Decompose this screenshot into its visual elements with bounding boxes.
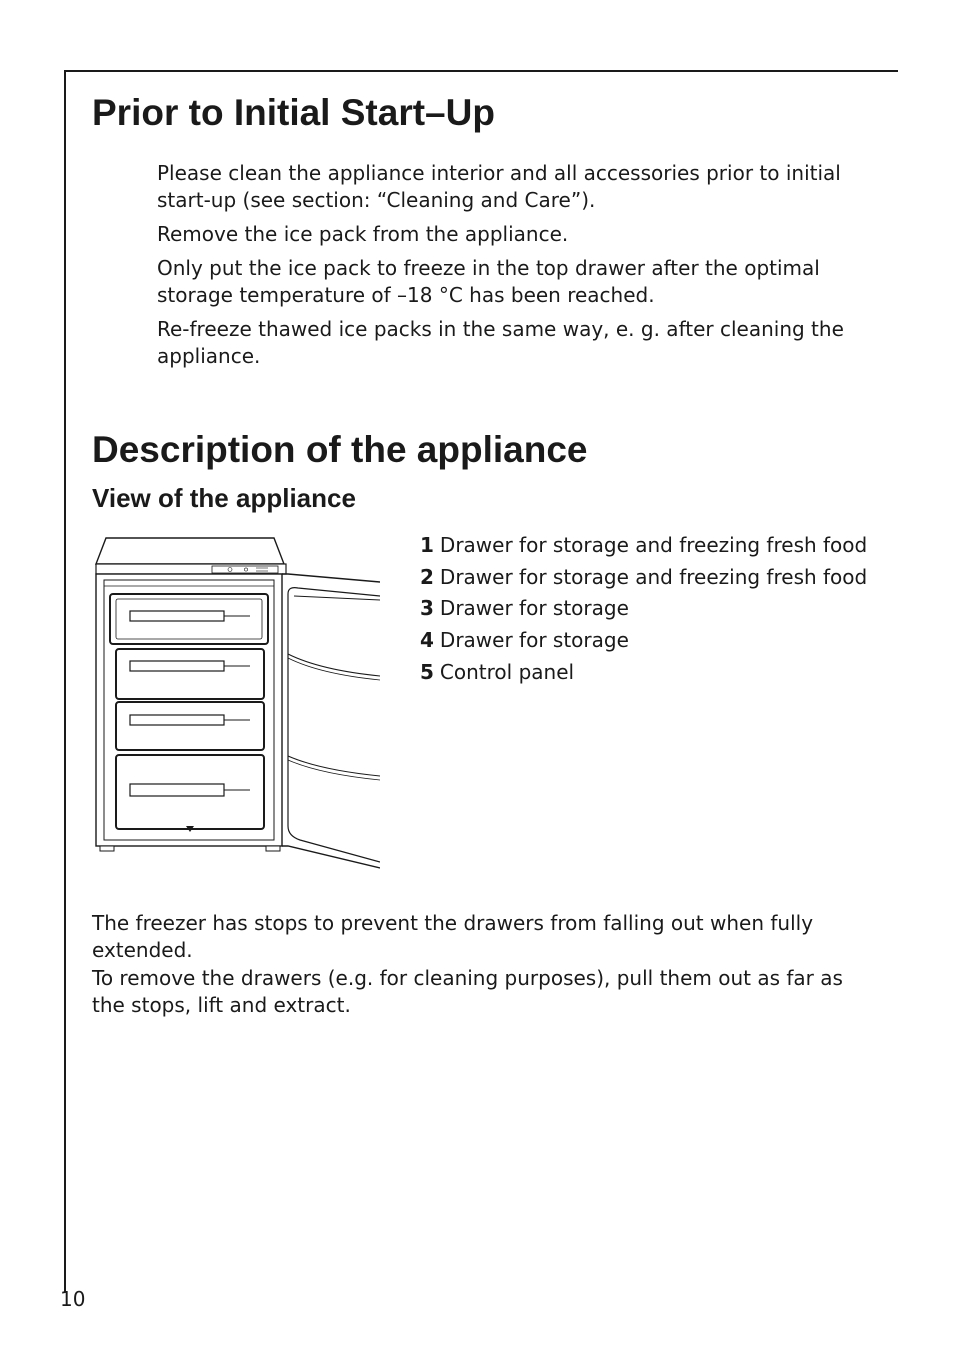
legend-text: Control panel: [439, 659, 575, 684]
section-title-startup: Prior to Initial Start–Up: [92, 92, 495, 133]
legend-item: [420, 562, 890, 594]
section-title-description: Description of the appliance: [92, 429, 588, 470]
subsection-title-view: View of the appliance: [92, 483, 356, 513]
startup-paragraph-3: Only put the ice pack to freeze in the top drawer after the optimal storage temperature of –18 °C has been reached.: [157, 256, 820, 307]
left-rule: [64, 70, 66, 1292]
legend-number: 1: [420, 533, 434, 557]
legend-number: 2: [420, 564, 434, 589]
legend-text: Drawer for storage and freezing fresh food: [439, 564, 868, 589]
legend-number: 5: [420, 659, 434, 684]
startup-paragraph-1: Please clean the appliance interior and all accessories prior to initial start-up (see section: “Cleaning and Care”).: [157, 161, 841, 212]
drawer-stops-note: The freezer has stops to prevent the drawers from falling out when fully extended.: [92, 911, 814, 962]
appliance-legend: [420, 530, 890, 688]
legend-number: 3: [420, 596, 434, 621]
legend-text: Drawer for storage and freezing fresh food: [439, 533, 868, 557]
legend-text: Drawer for storage: [439, 596, 629, 621]
legend-text: Drawer for storage: [439, 628, 629, 653]
drawer-removal-note: To remove the drawers (e.g. for cleaning purposes), pull them out as far as the stops, lift and extract.: [92, 966, 843, 1017]
startup-paragraph-2: Remove the ice pack from the appliance.: [157, 222, 569, 246]
legend-number: 4: [420, 628, 434, 653]
legend-item: [420, 530, 890, 562]
legend-item: [420, 657, 890, 689]
legend-item: [420, 593, 890, 625]
legend-item: [420, 625, 890, 657]
appliance-illustration: [90, 534, 380, 870]
top-rule: [64, 70, 898, 72]
page-number: 10: [60, 1287, 86, 1311]
startup-paragraph-4: Re-freeze thawed ice packs in the same way, e. g. after cleaning the appliance.: [157, 317, 844, 368]
